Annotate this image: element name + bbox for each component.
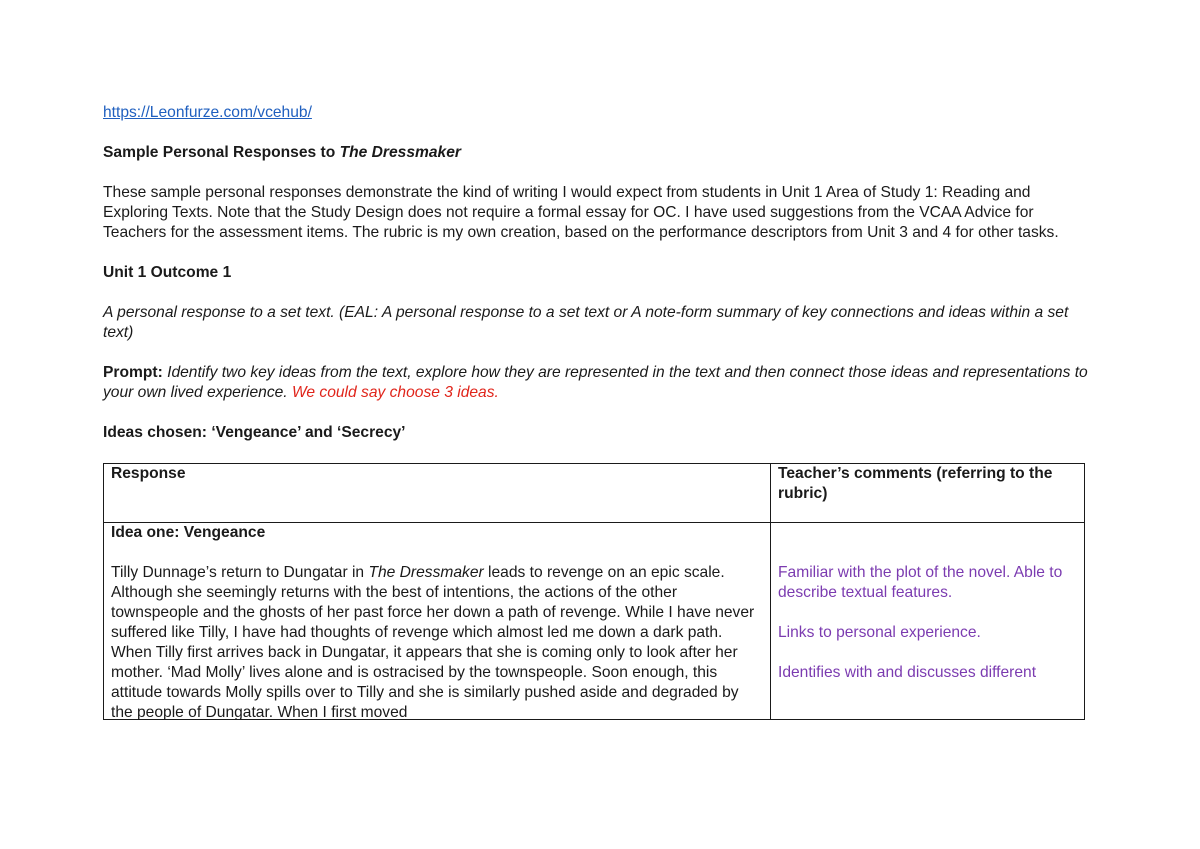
document-page [103, 103, 1093, 720]
response-text-after: leads to revenge on an epic scale. Although she seemingly returns with the best of intentions, the actions of the other townspeople and the ghosts of her past force her down a path of revenge. While I have never suffered like Tilly, I have had thoughts of revenge which almost led me down a dark path. When Tilly first arrives back in Dungatar, it appears that she is coming only to look after her mother. ‘Mad Molly’ lives alone and is ostracised by the townspeople. Soon enough, this attitude towards Molly spills over to Tilly and she is similarly pushed aside and degraded by the people of Dungatar. When I first moved [111, 564, 755, 719]
spacer [103, 123, 1093, 143]
response-table [103, 463, 1085, 720]
idea-heading: Idea one: Vengeance [111, 524, 266, 541]
header-response-label: Response [111, 465, 186, 482]
table-row [104, 523, 1085, 720]
title-prefix: Sample Personal Responses to [103, 144, 340, 161]
document-link-line [103, 103, 1093, 123]
header-comments-label: Teacher’s comments (referring to the rubric) [778, 465, 1053, 502]
spacer [111, 543, 764, 563]
prompt-label: Prompt: [103, 364, 163, 381]
outcome-heading: Unit 1 Outcome 1 [103, 264, 232, 281]
vcehub-link[interactable]: https://Leonfurze.com/vcehub/ [103, 104, 312, 121]
response-text [111, 563, 764, 719]
ideas-chosen-heading: Ideas chosen: ‘Vengeance’ and ‘Secrecy’ [103, 424, 406, 441]
header-cell-response [104, 464, 771, 523]
spacer [103, 243, 1093, 263]
spacer [103, 283, 1093, 303]
comments-cell [771, 523, 1085, 720]
spacer [778, 643, 1078, 663]
table-header-row [104, 464, 1085, 523]
header-cell-comments [771, 464, 1085, 523]
teacher-comment: Familiar with the plot of the novel. Able to describe textual features. [778, 564, 1063, 601]
spacer [103, 163, 1093, 183]
spacer [103, 343, 1093, 363]
spacer [778, 523, 1078, 543]
prompt-paragraph [103, 363, 1093, 403]
title-book: The Dressmaker [339, 144, 461, 161]
response-cell-content [111, 523, 764, 719]
document-title [103, 143, 1093, 163]
teacher-comment: Identifies with and discusses different [778, 664, 1037, 681]
response-text-book: The Dressmaker [368, 564, 484, 581]
spacer [778, 543, 1078, 563]
response-cell [104, 523, 771, 720]
prompt-comment: We could say choose 3 ideas. [287, 384, 499, 401]
intro-paragraph: These sample personal responses demonstrate the kind of writing I would expect from students in Unit 1 Area of Study 1: Reading and Exploring Texts. Note that the Study Design does not require a formal essay for OC. I have used suggestions from the VCAA Advice for Teachers for the assessment items. The rubric is my own creation, based on the performance descriptors from Unit 3 and 4 for other tasks. [103, 184, 1059, 241]
prompt-text: Identify two key ideas from the text, explore how they are represented in the text and then connect those ideas and representations to your own lived experience. [103, 364, 1088, 401]
comments-cell-content [778, 523, 1078, 719]
task-description: A personal response to a set text. (EAL: A personal response to a set text or A note-form summary of key connections and ideas within a set text) [103, 304, 1069, 341]
spacer [778, 603, 1078, 623]
response-text-before: Tilly Dunnage’s return to Dungatar in [111, 564, 369, 581]
spacer [103, 403, 1093, 423]
teacher-comment: Links to personal experience. [778, 624, 981, 641]
